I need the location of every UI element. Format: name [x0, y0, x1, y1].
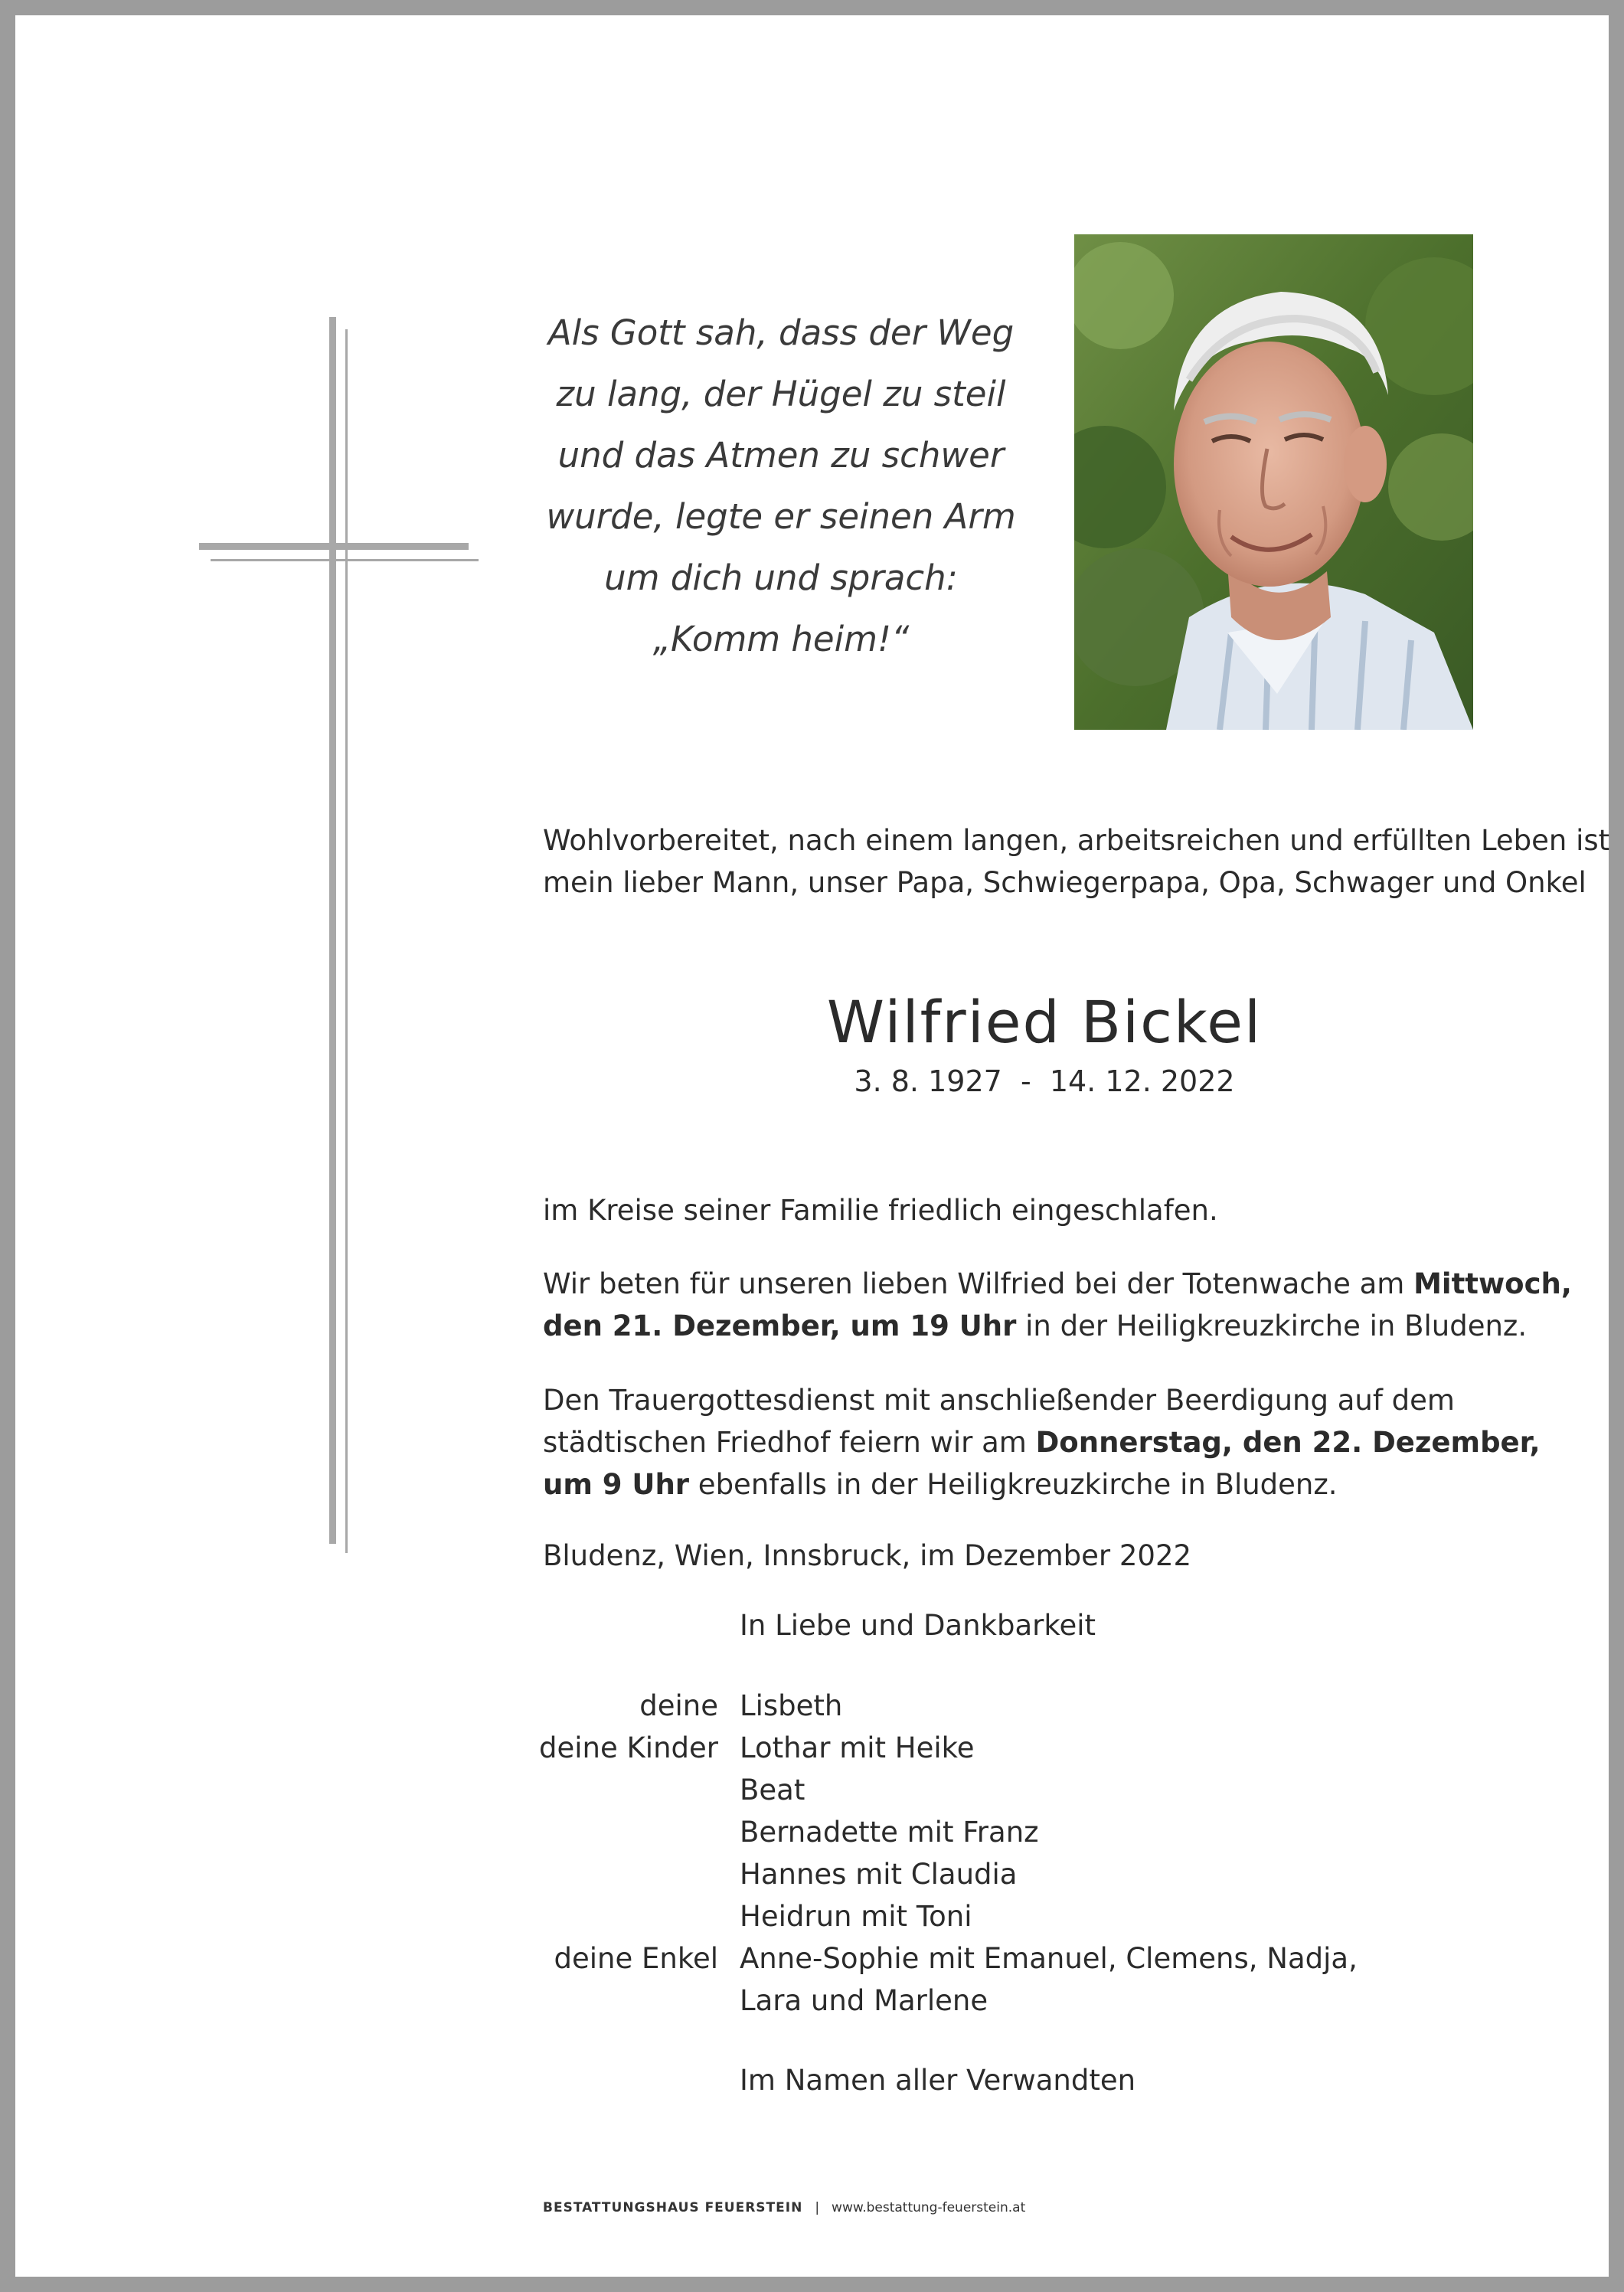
- footer-separator: |: [815, 2200, 820, 2215]
- funeral-text: städtischen Friedhof feiern wir am: [543, 1426, 1036, 1459]
- place-date: [543, 1535, 1554, 1577]
- family-row: [528, 1980, 1524, 2022]
- quote-line: „Komm heim!“: [652, 619, 910, 659]
- footer: [543, 2200, 1025, 2215]
- family-value: Lothar mit Heike: [740, 1731, 975, 1764]
- family-row: [528, 1769, 1524, 1811]
- family-row: [528, 1811, 1524, 1853]
- intro-text: [543, 819, 1610, 904]
- passing-line: im Kreise seiner Familie friedlich eingeschlafen.: [543, 1194, 1218, 1227]
- intro-line: mein lieber Mann, unser Papa, Schwiegerpapa, Opa, Schwager und Onkel: [543, 866, 1586, 899]
- family-row: [528, 1727, 1524, 1769]
- family-value: Heidrun mit Toni: [740, 1900, 972, 1933]
- family-label: [528, 1811, 718, 1853]
- quote-line: wurde, legte er seinen Arm: [546, 496, 1016, 537]
- family-value: Bernadette mit Franz: [740, 1816, 1039, 1849]
- family-value: Hannes mit Claudia: [740, 1858, 1018, 1891]
- vigil-location: in der Heiligkreuzkirche in Bludenz.: [1016, 1309, 1528, 1342]
- family-label: [528, 1980, 718, 2022]
- family-row: [528, 1853, 1524, 1895]
- vigil-paragraph: [543, 1263, 1572, 1347]
- memorial-quote: [498, 302, 1064, 670]
- intro-line: Wohlvorbereitet, nach einem langen, arbeitsreichen und erfüllten Leben ist: [543, 824, 1610, 857]
- family-label: [528, 1895, 718, 1937]
- portrait-photo: [1074, 234, 1473, 730]
- quote-line: zu lang, der Hügel zu steil: [556, 374, 1006, 414]
- family-label: [528, 1853, 718, 1895]
- vigil-day: Mittwoch,: [1413, 1267, 1572, 1300]
- family-label: deine Kinder: [539, 1731, 718, 1764]
- family-label: deine: [639, 1689, 718, 1722]
- family-value: Anne-Sophie mit Emanuel, Clemens, Nadja,: [740, 1942, 1358, 1975]
- quote-line: und das Atmen zu schwer: [557, 435, 1005, 476]
- greeting-text: In Liebe und Dankbarkeit: [740, 1609, 1096, 1642]
- funeral-line: Den Trauergottesdienst mit anschließender Beerdigung auf dem: [543, 1384, 1455, 1417]
- family-value: Lisbeth: [740, 1689, 843, 1722]
- family-list: [528, 1685, 1524, 2022]
- website-link[interactable]: www.bestattung-feuerstein.at: [832, 2200, 1026, 2215]
- passing-text: [543, 1189, 1554, 1231]
- family-label: [528, 1769, 718, 1811]
- family-row: [528, 1895, 1524, 1937]
- quote-line: um dich und sprach:: [604, 557, 958, 598]
- family-row: [528, 1685, 1524, 1727]
- closing-text: Im Namen aller Verwandten: [740, 2064, 1136, 2097]
- family-value: Beat: [740, 1774, 805, 1806]
- place-date-line: Bludenz, Wien, Innsbruck, im Dezember 2022: [543, 1539, 1192, 1572]
- funeral-location: ebenfalls in der Heiligkreuzkirche in Bludenz.: [689, 1468, 1338, 1501]
- deceased-name: Wilfried Bickel: [826, 988, 1263, 1056]
- funeral-time: um 9 Uhr: [543, 1468, 690, 1501]
- family-value: Lara und Marlene: [740, 1984, 988, 2017]
- funeral-home-name: BESTATTUNGSHAUS FEUERSTEIN: [543, 2200, 803, 2215]
- funeral-paragraph: [543, 1379, 1554, 1506]
- vigil-text: Wir beten für unseren lieben Wilfried bei der Totenwache am: [543, 1267, 1414, 1300]
- life-dates: 3. 8. 1927 - 14. 12. 2022: [854, 1064, 1235, 1098]
- family-row: [528, 1937, 1524, 1980]
- quote-line: Als Gott sah, dass der Weg: [547, 312, 1015, 353]
- funeral-date: Donnerstag, den 22. Dezember,: [1035, 1426, 1541, 1459]
- vigil-date-time: den 21. Dezember, um 19 Uhr: [543, 1309, 1017, 1342]
- family-label: deine Enkel: [554, 1942, 718, 1975]
